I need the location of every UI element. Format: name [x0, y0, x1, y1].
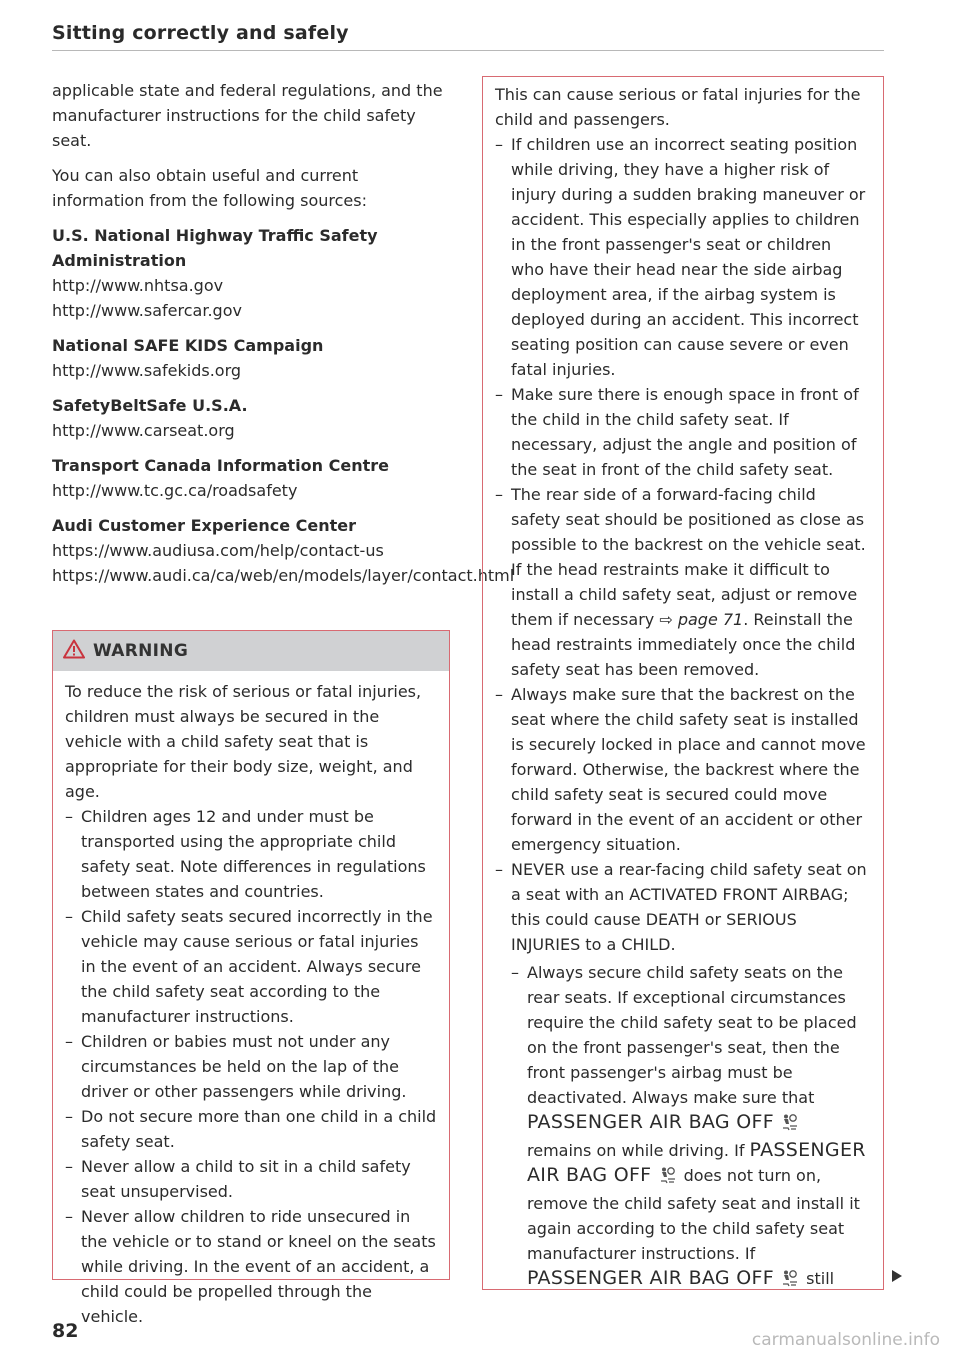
airbag-off-indicator: PASSENGER AIR BAG OFF	[527, 1111, 774, 1133]
source-url-link[interactable]: http://www.tc.gc.ca/roadsafety	[52, 481, 298, 500]
source-entry	[52, 513, 515, 588]
list-item-text: . Reinstall the head restraints immediately once the child safety seat has been removed.	[511, 610, 856, 679]
page-header	[52, 22, 884, 51]
intro-paragraph: applicable state and federal regulations, and the manufacturer instructions for the child safety seat.	[52, 81, 443, 150]
airbag-off-indicator: PASSENGER AIR BAG OFF	[527, 1267, 774, 1289]
continue-arrow-icon	[890, 1268, 904, 1287]
sub-list	[511, 960, 867, 1294]
passenger-airbag-off-icon	[781, 1113, 799, 1138]
warning-continuation-box	[482, 76, 884, 1290]
source-name: Audi Customer Experience Center	[52, 516, 357, 535]
source-entry	[52, 453, 452, 503]
sources-intro: You can also obtain useful and current information from the following sources:	[52, 166, 367, 210]
source-url-link[interactable]: https://www.audiusa.com/help/contact-us	[52, 541, 384, 560]
continuation-list	[495, 132, 867, 1294]
warning-list-item: – Child safety seats secured incorrectly in the vehicle may cause serious or fatal injuries in the event of an accident. Always secure the child safety seat according to the manufacturer instructions.	[65, 904, 437, 1029]
airbag-off-indicator: PASSENGER AIR BAG OFF	[527, 1139, 866, 1186]
passenger-airbag-off-icon	[659, 1166, 677, 1191]
passenger-airbag-off-icon	[781, 1269, 799, 1294]
sub-item-text: Always secure child safety seats on the rear seats. If exceptional circumstances require the child safety seat to be placed on the front passenger's seat, then the front passenger's airbag must be deactivated. Always make sure that	[527, 963, 857, 1107]
list-item: – Make sure there is enough space in front of the child in the child safety seat. If necessary, adjust the angle and position of the seat in front of the child safety seat.	[495, 382, 867, 482]
warning-title: WARNING	[93, 641, 189, 661]
warning-list-item: – Never allow a child to sit in a child safety seat unsupervised.	[65, 1154, 437, 1204]
warning-body	[53, 671, 449, 1329]
warning-list-item: – Never allow children to ride unsecured in the vehicle or to stand or kneel on the seats while driving. In the event of an accident, a child could be propelled through the vehicle.	[65, 1204, 437, 1329]
source-url-link[interactable]: http://www.safercar.gov	[52, 301, 242, 320]
source-name: Transport Canada Information Centre	[52, 456, 389, 475]
list-item	[495, 857, 867, 1294]
source-url-link[interactable]: http://www.safekids.org	[52, 361, 242, 380]
source-name: SafetyBeltSafe U.S.A.	[52, 396, 248, 415]
source-url-link[interactable]: http://www.carseat.org	[52, 421, 235, 440]
sources-list	[52, 223, 515, 588]
warning-list-item: – Do not secure more than one child in a child safety seat.	[65, 1104, 437, 1154]
left-column	[52, 78, 515, 598]
list-item-text: The rear side of a forward-facing child safety seat should be positioned as close as possible to the backrest on the vehicle seat. If the head restraints make it difficult to install a child safety seat, adjust or remove them if necessary	[511, 485, 866, 629]
section-title: Sitting correctly and safely	[52, 22, 349, 44]
source-url-link[interactable]: https://www.audi.ca/ca/web/en/models/layer/contact.html	[52, 566, 515, 585]
source-url-link[interactable]: http://www.nhtsa.gov	[52, 276, 224, 295]
warning-header	[53, 631, 449, 671]
source-name: National SAFE KIDS Campaign	[52, 336, 324, 355]
page-number: 82	[52, 1320, 79, 1342]
source-entry	[52, 333, 452, 383]
source-entry	[52, 223, 452, 323]
source-name: U.S. National Highway Traffic Safety Administration	[52, 226, 378, 270]
list-item: – Always make sure that the backrest on the seat where the child safety seat is installed is securely locked in place and cannot move forward. Otherwise, the backrest where the child safety seat is secured could move forward in the event of an accident or other emergency situation.	[495, 682, 867, 857]
page-reference-link[interactable]: ⇨ page 71	[659, 610, 744, 629]
sub-list-item	[511, 960, 867, 1294]
warning-list-item: – Children or babies must not under any circumstances be held on the lap of the driver or other passengers while driving.	[65, 1029, 437, 1104]
sub-item-text: remains on while driving. If	[527, 1141, 745, 1160]
list-item	[495, 482, 867, 682]
watermark: carmanualsonline.info	[751, 1330, 940, 1350]
warning-triangle-icon	[63, 639, 85, 663]
warning-box	[52, 630, 450, 1326]
sub-item-text: still	[806, 1269, 835, 1288]
list-item-text: NEVER use a rear-facing child safety seat on a seat with an ACTIVATED FRONT AIRBAG; this could cause DEATH or SERIOUS INJURIES to a CHILD.	[511, 860, 867, 954]
warning-list	[65, 804, 437, 1329]
sub-item-text: does not turn on, remove the child safety seat and install it again according to the child safety seat manufacturer instructions. If	[527, 1166, 860, 1263]
continuation-intro: This can cause serious or fatal injuries for the child and passengers.	[495, 85, 861, 129]
list-item: – If children use an incorrect seating position while driving, they have a higher risk of injury during a sudden braking maneuver or accident. This especially applies to children in the front passenger's seat or children who have their head near the side airbag deployment area, if the airbag system is deployed during an accident. This incorrect seating position can cause severe or even fatal injuries.	[495, 132, 867, 382]
warning-list-item: – Children ages 12 and under must be transported using the appropriate child safety seat. Note differences in regulations between states and countries.	[65, 804, 437, 904]
source-entry	[52, 393, 452, 443]
warning-intro: To reduce the risk of serious or fatal injuries, children must always be secured in the vehicle with a child safety seat that is appropriate for their body size, weight, and age.	[65, 682, 422, 801]
